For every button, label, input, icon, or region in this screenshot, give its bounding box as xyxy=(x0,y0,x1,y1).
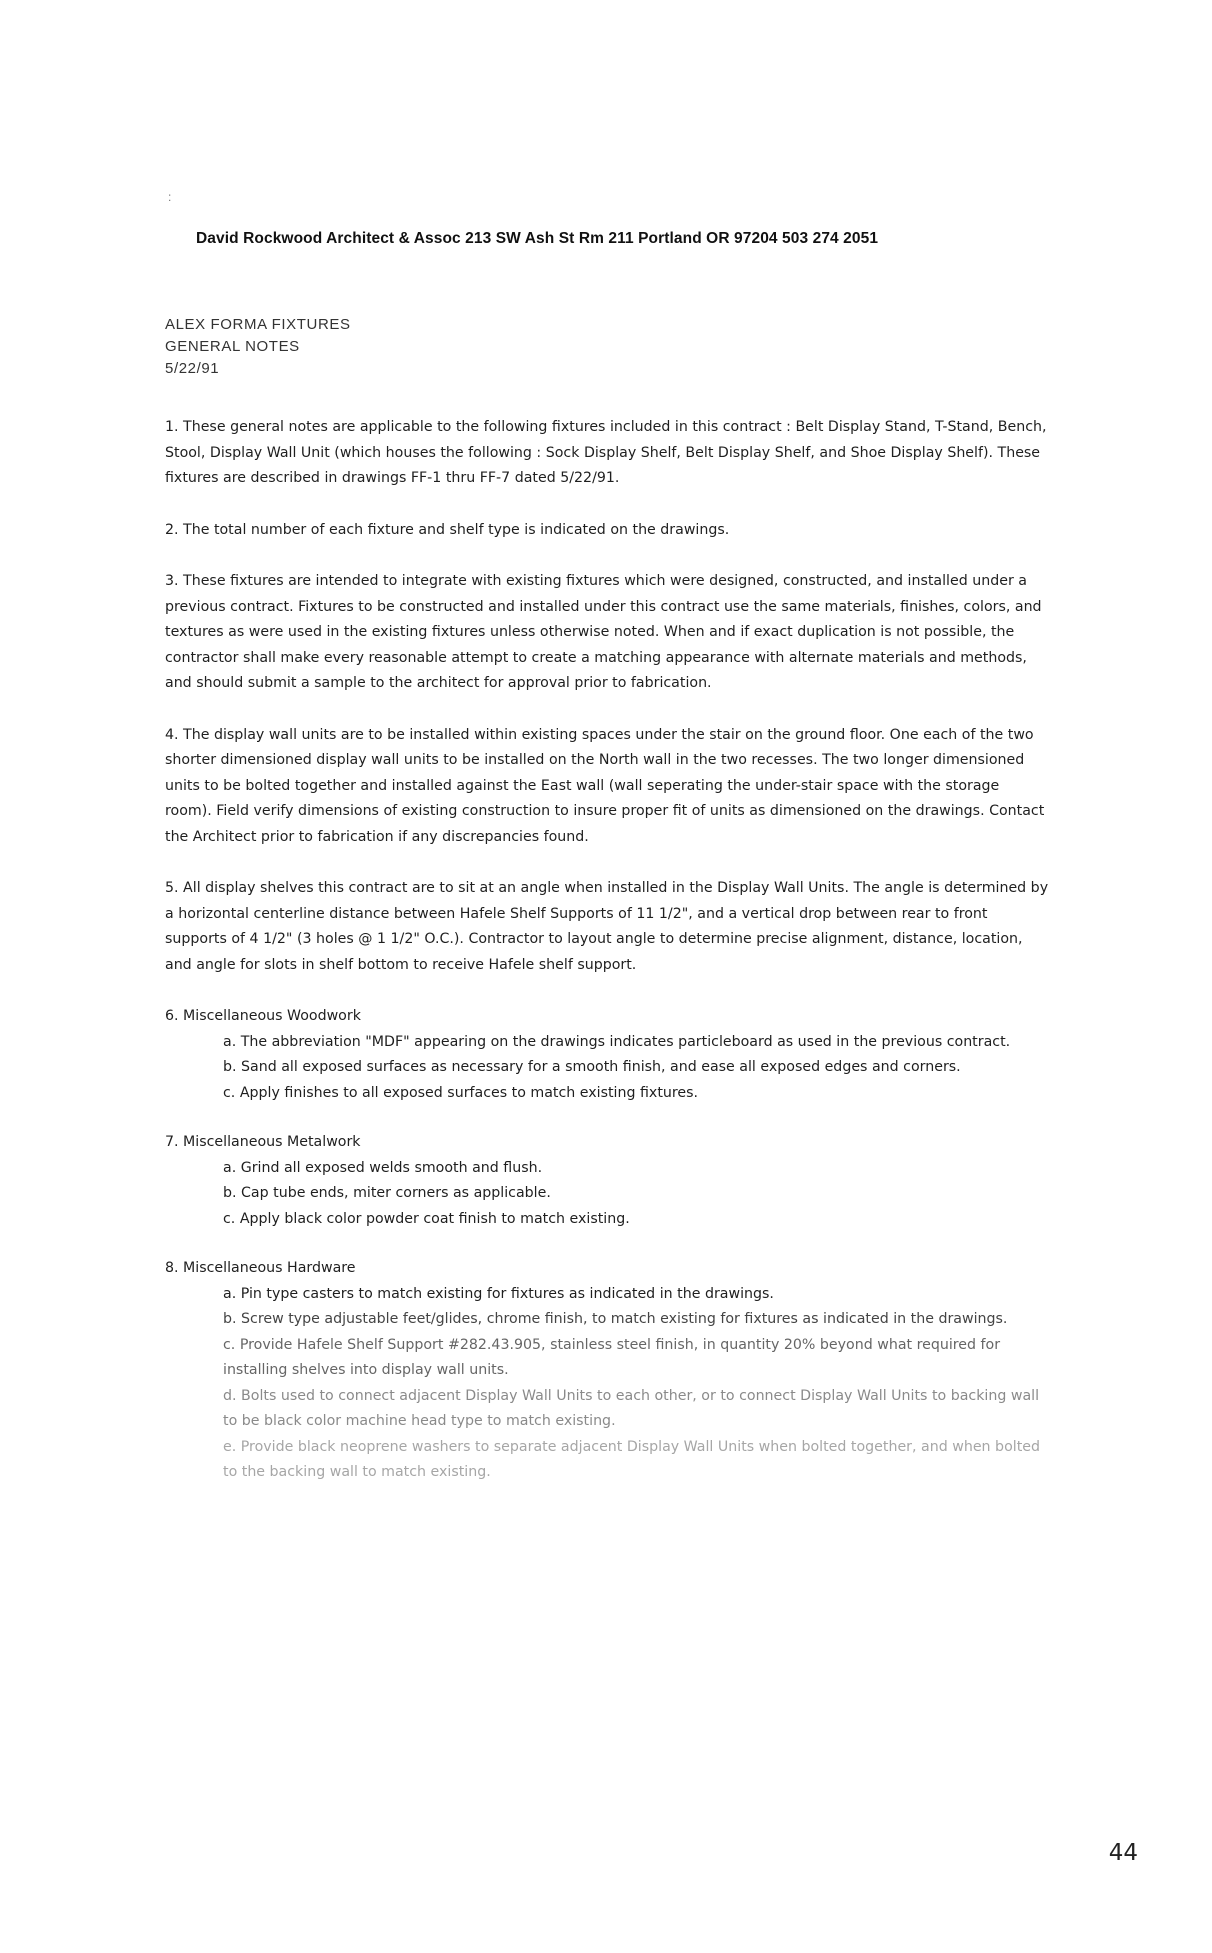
section-metalwork xyxy=(165,1130,1050,1232)
document-header xyxy=(165,314,351,380)
section-items xyxy=(223,1156,1050,1233)
section-heading: 8. Miscellaneous Hardware xyxy=(165,1260,356,1276)
list-item: b. Screw type adjustable feet/glides, chrome finish, to match existing for fixtures as indicated in the drawings. xyxy=(223,1311,1008,1327)
section-heading: 7. Miscellaneous Metalwork xyxy=(165,1134,361,1150)
list-item: a. Grind all exposed welds smooth and flush. xyxy=(223,1159,543,1176)
note-1 xyxy=(165,415,1050,492)
note-2 xyxy=(165,518,1050,544)
scan-speck: : xyxy=(168,190,172,204)
document-date: 5/22/91 xyxy=(165,360,220,377)
note-text: 3. These fixtures are intended to integrate with existing fixtures which were designed, constructed, and installed under a previous contract. Fixtures to be constructed and installed under this contract use the same materials, finishes, colors, and textures as were used in the existing fixtures unless otherwise noted. When and if exact duplication is not possible, the contractor shall make every reasonable attempt to create a matching appearance with alternate materials and methods, and should submit a sample to the architect for approval prior to fabrication. xyxy=(165,573,1042,691)
section-hardware xyxy=(165,1256,1050,1486)
list-item: b. Sand all exposed surfaces as necessary for a smooth finish, and ease all exposed edges and corners. xyxy=(223,1059,961,1075)
note-3 xyxy=(165,569,1050,697)
section-items xyxy=(223,1282,1050,1486)
list-item: d. Bolts used to connect adjacent Display Wall Units to each other, or to connect Display Wall Units to backing wall to be black color machine head type to match existing. xyxy=(223,1387,1040,1429)
list-item: a. Pin type casters to match existing for fixtures as indicated in the drawings. xyxy=(223,1285,774,1302)
list-item: b. Cap tube ends, miter corners as applicable. xyxy=(223,1185,551,1201)
note-text: 5. All display shelves this contract are to sit at an angle when installed in the Display Wall Units. The angle is determined by a horizontal centerline distance between Hafele Shelf Supports of 11 1/2", and a vertical drop between rear to front supports of 4 1/2" (3 holes @ 1 1/2" O.C.). Contractor to layout angle to determine precise alignment, distance, location, and angle for slots in shelf bottom to receive Hafele shelf support. xyxy=(165,880,1049,973)
note-text: 4. The display wall units are to be installed within existing spaces under the stair on the ground floor. One each of the two shorter dimensioned display wall units to be installed on the North wall in the two recesses. The two longer dimensioned units to be bolted together and installed against the East wall (wall seperating the under-stair space with the storage room). Field verify dimensions of existing construction to insure proper fit of units as dimensioned on the drawings. Contact the Architect prior to fabrication if any discrepancies found. xyxy=(165,726,1045,845)
note-4 xyxy=(165,723,1050,851)
letterhead: David Rockwood Architect & Assoc 213 SW Ash St Rm 211 Portland OR 97204 503 274 2051 xyxy=(196,230,879,247)
list-item: c. Apply black color powder coat finish to match existing. xyxy=(223,1210,630,1227)
list-item: c. Provide Hafele Shelf Support #282.43.905, stainless steel finish, in quantity 20% beyond what required for installing shelves into display wall units. xyxy=(223,1336,1001,1378)
project-title: ALEX FORMA FIXTURES xyxy=(165,316,351,333)
note-text: 1. These general notes are applicable to the following fixtures included in this contract : Belt Display Stand, T-Stand, Bench, Stool, Display Wall Unit (which houses the following : Sock Display Shelf, Belt Display Shelf, and Shoe Display Shelf). These fixtures are described in drawings FF-1 thru FF-7 dated 5/22/91. xyxy=(165,419,1047,486)
section-items xyxy=(223,1030,1050,1107)
document-subtitle: GENERAL NOTES xyxy=(165,338,300,355)
list-item: c. Apply finishes to all exposed surfaces to match existing fixtures. xyxy=(223,1084,699,1101)
list-item: a. The abbreviation "MDF" appearing on the drawings indicates particleboard as used in the previous contract. xyxy=(223,1033,1011,1050)
note-5 xyxy=(165,876,1050,978)
page-number: 44 xyxy=(1108,1840,1138,1866)
list-item: e. Provide black neoprene washers to separate adjacent Display Wall Units when bolted together, and when bolted to the backing wall to match existing. xyxy=(223,1438,1040,1480)
note-text: 2. The total number of each fixture and shelf type is indicated on the drawings. xyxy=(165,521,730,538)
section-woodwork xyxy=(165,1004,1050,1106)
notes-body xyxy=(165,415,1050,1510)
section-heading: 6. Miscellaneous Woodwork xyxy=(165,1008,361,1024)
